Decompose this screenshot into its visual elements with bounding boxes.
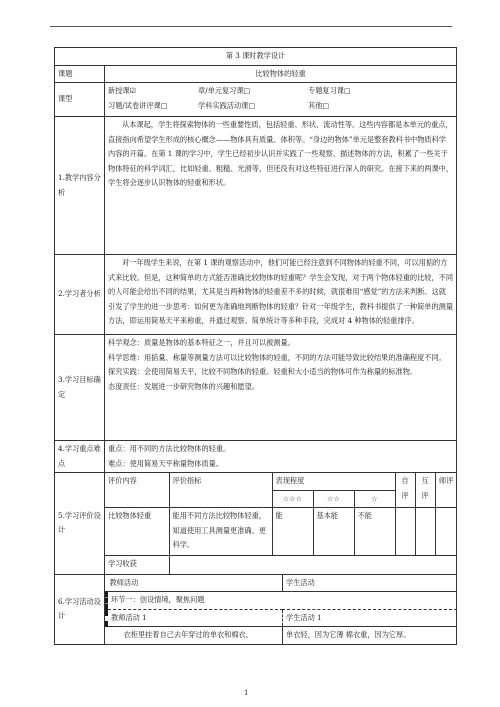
type-option[interactable]: 习题/试卷讲评课□ <box>108 100 168 110</box>
eval-teacher-score[interactable] <box>435 508 457 556</box>
key-point-item: 难点：使用简易天平称量物体质量。 <box>108 458 224 468</box>
evaluation-cell <box>105 473 457 575</box>
eval-header-teacher: 师评 <box>435 473 457 508</box>
student-activity-1-title: 学生活动 1 <box>283 609 457 627</box>
eval-level-cannot: 不能 <box>354 508 395 556</box>
student-activity-header: 学生活动 <box>283 575 457 592</box>
objective-item: 探究实践：会使用简易天平，比较不同物体的轻重。轻重和大小适当的物体可作为称量的标准物。 <box>108 367 418 376</box>
eval-level-3-stars: ☆☆☆ <box>272 490 313 508</box>
page-number: 1 <box>244 689 249 697</box>
eval-level-basic: 基本能 <box>313 508 354 556</box>
type-option[interactable]: 新授课☑ <box>108 86 137 95</box>
teacher-activity-1-text: 衣柜里挂着自己去年穿过的单衣和棉衣， <box>107 627 283 644</box>
evaluation-table <box>105 473 457 574</box>
lesson-plan-table <box>54 47 457 645</box>
objectives-label: 3.学习目标确定 <box>55 335 105 441</box>
eval-self-score[interactable] <box>395 508 415 556</box>
activity-table <box>105 575 457 644</box>
learner-analysis-text: 对一年级学生来说，在第 1 课的观察活动中，他们可能已经注意到不同物体的轻重不同，可以用掂的方式来比较。但是，这种简单的方式能否准确比较物体的轻重呢？学生会发现，对于两个物体轻重的比较，不同的人可能会给出不同的结果，尤其是当两种物体的轻重差不多的时候，就很难用“感觉”的方法来判断。这就引发了学生的进一步思考：如何更为准确地判断物体的轻重？针对一年级学生，教科书提供了一种简单的测量方法，即运用简易天平来称重，并通过观察、简单统计等多种手段，完成对 4 种物体的轻重排序。 <box>105 255 457 335</box>
type-option[interactable]: 其他□ <box>308 100 330 110</box>
eval-level-can: 能 <box>272 508 313 556</box>
lesson-plan-sheet <box>54 47 456 645</box>
eval-level-1-star: ☆ <box>354 490 395 508</box>
activity-section-title: 环节一：创设情境，聚焦问题 <box>107 592 457 610</box>
eval-peer-score[interactable] <box>415 508 435 556</box>
key-point-item: 重点：用不同的方法比较物体的轻重。 <box>108 444 231 453</box>
eval-harvest-value[interactable] <box>169 556 457 574</box>
type-options <box>105 83 457 117</box>
key-points-label: 4.学习重点难点 <box>55 441 105 473</box>
content-analysis-label: 1.教学内容分析 <box>55 117 105 255</box>
type-options-row-1 <box>108 84 453 99</box>
teacher-activity-1-title: 教师活动 1 <box>107 609 283 627</box>
eval-header-content: 评价内容 <box>105 473 169 508</box>
evaluation-label: 5.学习评价设计 <box>55 473 105 575</box>
type-option[interactable]: 学科实践活动课□ <box>198 100 256 110</box>
eval-header-peer: 互评 <box>415 473 435 508</box>
activity-design-cell <box>105 574 457 644</box>
teacher-activity-header: 教师活动 <box>107 575 283 592</box>
activity-design-label: 6.学习活动设计 <box>55 574 105 644</box>
topic-value: 比较物体的轻重 <box>105 65 457 83</box>
header-rule <box>50 26 452 27</box>
type-option[interactable]: 章/单元复习课□ <box>198 86 251 95</box>
type-option[interactable]: 专题复习课□ <box>308 86 351 95</box>
type-options-row-2 <box>108 99 453 114</box>
eval-level-2-stars: ☆☆ <box>313 490 354 508</box>
eval-harvest-label: 学习收获 <box>105 556 169 574</box>
learner-analysis-label: 2.学习者分析 <box>55 255 105 335</box>
eval-header-self: 自评 <box>395 473 415 508</box>
objective-item: 态度责任：发展进一步研究物体的兴趣和愿望。 <box>108 381 259 391</box>
topic-label: 课题 <box>55 65 105 83</box>
objectives-list <box>105 335 457 441</box>
eval-header-level: 表现程度 <box>272 473 395 490</box>
key-points-list <box>105 441 457 473</box>
content-analysis-text: 从本课起，学生将探索物体的一些重要性质，包括轻重、形状、流动性等。这些内容都是本单元的重点，直接指向希望学生形成的核心概念——物体具有质量、体积等。“身边的物体”单元是整套教科书中物质科学内容的开篇。在第 1 课的学习中，学生已经初步认识并实践了一些观察、描述物体的方法，积累了一些关于物体特征的科学词汇，比如轻重、粗糙、光滑等，但还没有对这些特征进行深入的研究。在接下来的两课中，学生将会逐步认识物体的轻重和形状。 <box>105 117 457 255</box>
student-activity-1-text: 单衣轻，因为它薄 棉衣重，因为它厚。 <box>283 627 457 644</box>
objective-item: 科学思维：用掂量、称量等测量方法可以比较物体的轻重，不同的方法可能导致比较结果的准确程度不同。 <box>108 352 446 362</box>
objective-item: 科学观念：质量是物体的基本特征之一，并且可以被测量。 <box>108 338 295 347</box>
type-label: 课型 <box>55 83 105 117</box>
eval-header-indicator: 评价指标 <box>169 473 272 508</box>
eval-indicator-value: 能用不同方法比较物体轻重，知道使用工具测量更准确、更科学。 <box>169 508 272 556</box>
page-title: 第 3 课时教学设计 <box>55 48 457 66</box>
eval-content-value: 比较物体轻重 <box>105 508 169 556</box>
